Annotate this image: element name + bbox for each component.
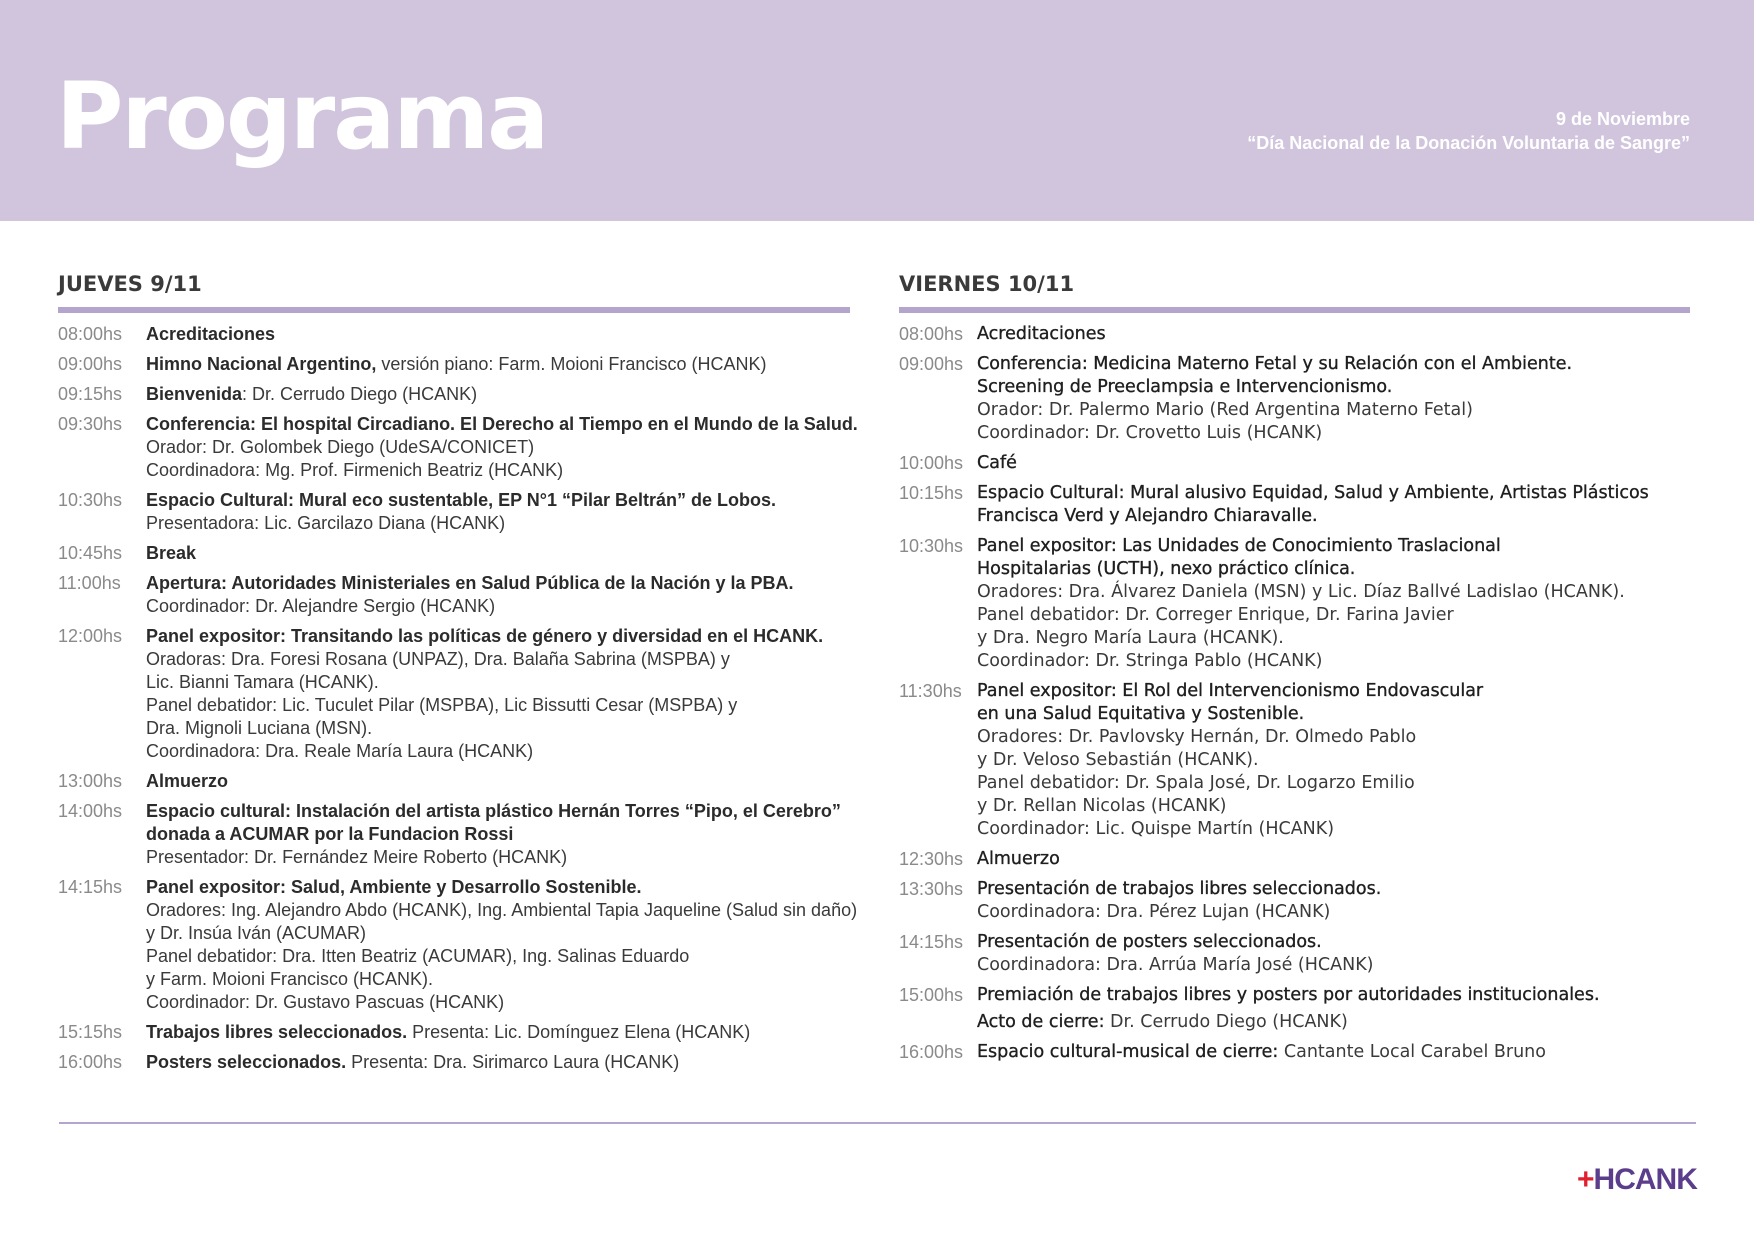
schedule-title-line [977,1011,1699,1034]
schedule-content [977,353,1699,445]
schedule-time: 10:30hs [899,536,964,556]
schedule-title-line [977,353,1699,376]
schedule-list [899,323,1699,1064]
schedule-subtitle-detail: Dr. Cerrudo Diego (HCANK) [1104,1012,1348,1032]
schedule-title-line [146,572,870,595]
schedule-title-line [146,823,870,846]
schedule-content [977,878,1699,924]
schedule-detail-line: Coordinadora: Dra. Pérez Lujan (HCANK) [977,902,1331,922]
schedule-time: 14:00hs [58,801,123,821]
schedule-time: 10:00hs [899,453,964,473]
cross-icon: + [1577,1163,1594,1196]
schedule-detail-line: Coordinador: Dr. Alejandre Sergio (HCANK) [146,596,496,616]
schedule-title-line [146,770,870,793]
hcank-logo [1577,1165,1697,1195]
schedule-content [146,770,870,793]
schedule-title-line [146,1021,870,1044]
schedule-time: 15:00hs [899,985,964,1005]
schedule-detail-line: y Dr. Insúa Iván (ACUMAR) [146,923,367,943]
schedule-title: Acreditaciones [977,324,1106,344]
schedule-title-line [146,323,870,346]
schedule-item [899,353,1699,445]
schedule-item [899,535,1699,673]
schedule-title-continued: donada a ACUMAR por la Fundacion Rossi [146,824,514,844]
schedule-title: Espacio Cultural: Mural eco sustentable, EP N°1 “Pilar Beltrán” de Lobos. [146,490,777,510]
schedule-item [58,800,870,869]
schedule-content [146,625,870,763]
schedule-detail-line: Orador: Dr. Golombek Diego (UdeSA/CONICET) [146,437,535,457]
schedule-content [977,1041,1699,1064]
schedule-title-line [977,680,1699,703]
schedule-time: 10:15hs [899,483,964,503]
event-date-block [1247,107,1690,155]
schedule-item [58,876,870,1014]
schedule-detail-line: Oradores: Dr. Pavlovsky Hernán, Dr. Olmedo Pablo [977,727,1417,747]
schedule-content [977,848,1699,871]
schedule-title-line [977,878,1699,901]
program-column-thursday [58,268,870,1081]
schedule-title-line [146,625,870,648]
schedule-title: Panel expositor: Las Unidades de Conocimiento Traslacional [977,536,1501,556]
schedule-item [58,1051,870,1074]
schedule-time: 11:00hs [58,573,121,593]
schedule-title-detail: versión piano: Farm. Moioni Francisco (HCANK) [376,354,767,374]
schedule-title-line [146,353,870,376]
schedule-time: 08:00hs [899,324,964,344]
schedule-title: Break [146,543,197,563]
schedule-time: 13:30hs [899,879,964,899]
schedule-content [146,800,870,869]
schedule-item [899,452,1699,475]
schedule-detail-line: Oradores: Dra. Álvarez Daniela (MSN) y Lic. Díaz Ballvé Ladislao (HCANK). [977,582,1625,602]
schedule-detail-line: y Dr. Veloso Sebastián (HCANK). [977,750,1259,770]
schedule-time: 09:00hs [58,354,123,374]
schedule-item [58,413,870,482]
schedule-item [899,931,1699,977]
header-banner [0,0,1754,221]
schedule-content [146,542,870,565]
schedule-content [146,489,870,535]
schedule-content [146,323,870,346]
day-heading-rule [899,307,1690,313]
schedule-content [977,984,1699,1034]
schedule-time: 11:30hs [899,681,962,701]
schedule-title: Panel expositor: El Rol del Intervencionismo Endovascular [977,681,1484,701]
schedule-title: Trabajos libres seleccionados. [146,1022,408,1042]
schedule-title-line [977,558,1699,581]
schedule-title-line [146,800,870,823]
schedule-time: 16:00hs [58,1052,123,1072]
schedule-title: Posters seleccionados. [146,1052,347,1072]
schedule-title-detail: Presenta: Lic. Domínguez Elena (HCANK) [407,1022,751,1042]
schedule-title-line [977,984,1699,1007]
schedule-list [58,323,870,1074]
schedule-detail-line: Presentador: Dr. Fernández Meire Roberto (HCANK) [146,847,568,867]
schedule-detail-line: Oradores: Ing. Alejandro Abdo (HCANK), Ing. Ambiental Tapia Jaqueline (Salud sin daño) [146,900,858,920]
schedule-title-line [146,413,870,436]
schedule-detail-line: Panel debatidor: Lic. Tuculet Pilar (MSPBA), Lic Bissutti Cesar (MSPBA) y [146,695,738,715]
schedule-title: Espacio Cultural: Mural alusivo Equidad, Salud y Ambiente, Artistas Plásticos [977,483,1649,503]
schedule-item [58,542,870,565]
schedule-detail-line: Oradoras: Dra. Foresi Rosana (UNPAZ), Dra. Balaña Sabrina (MSPBA) y [146,649,730,669]
schedule-time: 14:15hs [58,877,123,897]
schedule-item [58,770,870,793]
schedule-content [977,680,1699,841]
day-heading-rule [58,307,850,313]
schedule-time: 09:30hs [58,414,123,434]
schedule-detail-line: Coordinador: Dr. Stringa Pablo (HCANK) [977,651,1323,671]
schedule-detail-line: Coordinadora: Dra. Arrúa María José (HCANK) [977,955,1374,975]
event-name: “Día Nacional de la Donación Voluntaria de Sangre” [1247,133,1690,153]
schedule-time: 08:00hs [58,324,123,344]
schedule-time: 13:00hs [58,771,123,791]
schedule-title-line [146,1051,870,1074]
schedule-title-line [146,542,870,565]
schedule-detail-line: Panel debatidor: Dra. Itten Beatriz (ACUMAR), Ing. Salinas Eduardo [146,946,690,966]
schedule-time: 12:30hs [899,849,964,869]
schedule-content [977,482,1699,528]
schedule-item [899,984,1699,1034]
schedule-item [58,1021,870,1044]
page-title: Programa [56,63,548,170]
program-column-friday [899,268,1699,1071]
schedule-title-line [977,452,1699,475]
schedule-item [899,680,1699,841]
schedule-item [899,1041,1699,1064]
schedule-title: Apertura: Autoridades Ministeriales en Salud Pública de la Nación y la PBA. [146,573,794,593]
schedule-item [58,383,870,406]
schedule-item [899,323,1699,346]
schedule-content [146,876,870,1014]
schedule-title-line [977,482,1699,505]
schedule-title: Almuerzo [977,849,1060,869]
schedule-detail-line: Panel debatidor: Dr. Spala José, Dr. Logarzo Emilio [977,773,1415,793]
schedule-title: Panel expositor: Salud, Ambiente y Desarrollo Sostenible. [146,877,642,897]
schedule-title: Presentación de trabajos libres seleccionados. [977,879,1382,899]
schedule-item [58,323,870,346]
schedule-title: Himno Nacional Argentino, [146,354,377,374]
schedule-title: Premiación de trabajos libres y posters por autoridades institucionales. [977,985,1600,1005]
schedule-title-line [977,1041,1699,1064]
schedule-time: 15:15hs [58,1022,123,1042]
schedule-time: 09:00hs [899,354,964,374]
schedule-title-line [977,505,1699,528]
schedule-title-line [146,876,870,899]
schedule-title-line [977,848,1699,871]
schedule-detail-line: Dra. Mignoli Luciana (MSN). [146,718,373,738]
schedule-title: Espacio cultural-musical de cierre: [977,1042,1279,1062]
logo-text: HCANK [1593,1163,1697,1196]
schedule-content [146,572,870,618]
schedule-title-continued: en una Salud Equitativa y Sostenible. [977,704,1305,724]
schedule-title: Espacio cultural: Instalación del artista plástico Hernán Torres “Pipo, el Cerebro” [146,801,841,821]
schedule-subtitle: Acto de cierre: [977,1012,1105,1032]
schedule-item [58,489,870,535]
schedule-time: 10:30hs [58,490,123,510]
schedule-item [58,572,870,618]
schedule-title-line [977,703,1699,726]
schedule-time: 12:00hs [58,626,123,646]
schedule-item [58,625,870,763]
schedule-content [977,535,1699,673]
schedule-title-line [977,376,1699,399]
schedule-detail-line: Coordinador: Lic. Quispe Martín (HCANK) [977,819,1335,839]
schedule-detail-line: Coordinadora: Dra. Reale María Laura (HCANK) [146,741,534,761]
schedule-title-detail: : Dr. Cerrudo Diego (HCANK) [242,384,478,404]
day-heading: JUEVES 9/11 [58,272,202,296]
schedule-detail-line: Lic. Bianni Tamara (HCANK). [146,672,379,692]
event-date: 9 de Noviembre [1555,109,1690,129]
schedule-content [146,353,870,376]
schedule-title-line [977,535,1699,558]
schedule-content [146,1051,870,1074]
schedule-detail-line: y Farm. Moioni Francisco (HCANK). [146,969,434,989]
footer-rule [59,1122,1696,1124]
schedule-detail-line: Presentadora: Lic. Garcilazo Diana (HCANK) [146,513,506,533]
schedule-time: 10:45hs [58,543,123,563]
schedule-title-detail: Cantante Local Carabel Bruno [1278,1042,1546,1062]
schedule-title-line [146,489,870,512]
schedule-title-detail: Presenta: Dra. Sirimarco Laura (HCANK) [346,1052,680,1072]
schedule-title: Presentación de posters seleccionados. [977,932,1322,952]
schedule-detail-line: Coordinador: Dr. Gustavo Pascuas (HCANK) [146,992,505,1012]
schedule-detail-line: y Dra. Negro María Laura (HCANK). [977,628,1284,648]
schedule-content [146,413,870,482]
schedule-time: 09:15hs [58,384,123,404]
schedule-title: Acreditaciones [146,324,276,344]
schedule-title: Bienvenida [146,384,243,404]
schedule-title: Conferencia: El hospital Circadiano. El Derecho al Tiempo en el Mundo de la Salud. [146,414,858,434]
schedule-detail-line: Orador: Dr. Palermo Mario (Red Argentina Materno Fetal) [977,400,1473,420]
schedule-content [977,323,1699,346]
schedule-title-continued: Hospitalarias (UCTH), nexo práctico clínica. [977,559,1356,579]
schedule-title: Panel expositor: Transitando las políticas de género y diversidad en el HCANK. [146,626,824,646]
schedule-title-continued: Francisca Verd y Alejandro Chiaravalle. [977,506,1318,526]
schedule-content [146,1021,870,1044]
schedule-title: Café [977,453,1017,473]
schedule-item [899,878,1699,924]
schedule-detail-line: Coordinador: Dr. Crovetto Luis (HCANK) [977,423,1323,443]
schedule-detail-line: Panel debatidor: Dr. Correger Enrique, Dr. Farina Javier [977,605,1454,625]
schedule-detail-line: Coordinadora: Mg. Prof. Firmenich Beatriz (HCANK) [146,460,564,480]
schedule-title: Conferencia: Medicina Materno Fetal y su Relación con el Ambiente. [977,354,1573,374]
schedule-content [146,383,870,406]
schedule-content [977,452,1699,475]
schedule-item [58,353,870,376]
schedule-item [899,848,1699,871]
schedule-time: 16:00hs [899,1042,964,1062]
schedule-title: Almuerzo [146,771,229,791]
day-heading: VIERNES 10/11 [899,272,1075,296]
schedule-title-line [977,931,1699,954]
schedule-detail-line: y Dr. Rellan Nicolas (HCANK) [977,796,1227,816]
schedule-title-continued: Screening de Preeclampsia e Intervencionismo. [977,377,1393,397]
schedule-title-line [146,383,870,406]
schedule-time: 14:15hs [899,932,964,952]
schedule-content [977,931,1699,977]
schedule-title-line [977,323,1699,346]
schedule-item [899,482,1699,528]
